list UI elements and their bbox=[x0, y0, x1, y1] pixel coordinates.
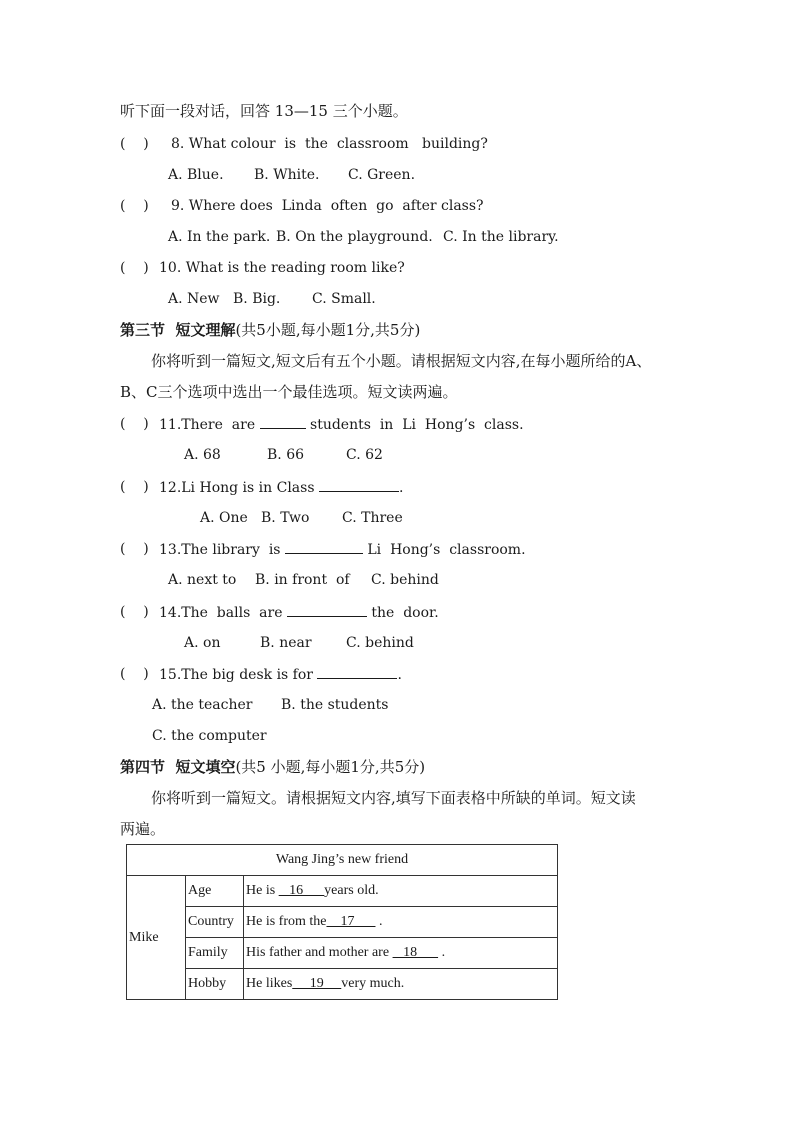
section-4-heading: 第四节 短文填空 bbox=[120, 758, 236, 776]
question-10-paren: ( ) bbox=[120, 260, 149, 276]
question-13-paren: ( ) bbox=[120, 541, 149, 557]
answer-fill[interactable]: 16 bbox=[278, 883, 325, 898]
table-subject: Mike bbox=[127, 876, 186, 1000]
question-15-text bbox=[159, 665, 402, 684]
cell-prefix: He is from the bbox=[246, 914, 327, 929]
question-12-option-a: A. One bbox=[200, 510, 248, 526]
answer-fill[interactable]: 18 bbox=[392, 945, 439, 960]
question-9-text: 9. Where does Linda often go after class? bbox=[171, 198, 484, 214]
cell-suffix: very much. bbox=[341, 976, 405, 991]
cell-prefix: His father and mother are bbox=[246, 945, 393, 960]
friend-info-table bbox=[126, 844, 558, 1000]
table-cell-country[interactable] bbox=[244, 907, 558, 938]
section-4-instruction-1: 你将听到一篇短文。请根据短文内容,填写下面表格中所缺的单词。短文读 bbox=[151, 789, 636, 807]
question-10-option-a: A. New bbox=[168, 291, 220, 307]
question-14-text bbox=[159, 603, 439, 622]
table-cell-hobby[interactable] bbox=[244, 969, 558, 1000]
section-3-instruction-1: 你将听到一篇短文,短文后有五个小题。请根据短文内容,在每小题所给的A、 bbox=[151, 352, 652, 370]
question-12-text bbox=[159, 478, 403, 497]
table-row bbox=[127, 907, 558, 938]
table-title: Wang Jing’s new friend bbox=[127, 845, 558, 876]
question-12-option-c: C. Three bbox=[342, 510, 403, 526]
table-cell-age[interactable] bbox=[244, 876, 558, 907]
question-11-option-c: C. 62 bbox=[346, 447, 383, 463]
cell-prefix: He is bbox=[246, 883, 279, 898]
section-intro: 听下面一段对话，回答 13—15 三个小题。 bbox=[120, 102, 408, 120]
answer-fill[interactable]: 19 bbox=[292, 976, 342, 991]
section-3-score-note: (共5小题,每小题1分,共5分) bbox=[235, 321, 421, 339]
table-row bbox=[127, 845, 558, 876]
cell-suffix: years old. bbox=[324, 883, 379, 898]
question-10-text: 10. What is the reading room like? bbox=[159, 260, 405, 276]
answer-blank[interactable] bbox=[260, 415, 306, 429]
question-12-option-b: B. Two bbox=[261, 510, 310, 526]
table-row bbox=[127, 969, 558, 1000]
section-4-score-note: (共5 小题,每小题1分,共5分) bbox=[235, 758, 426, 776]
question-15-pre: 15.The big desk is for bbox=[159, 667, 318, 683]
question-9-option-b: B. On the playground. bbox=[276, 229, 433, 245]
question-10-option-b: B. Big. bbox=[233, 291, 281, 307]
question-15-paren: ( ) bbox=[120, 666, 149, 682]
question-15-option-a: A. the teacher bbox=[152, 697, 253, 713]
table-label-age: Age bbox=[186, 876, 244, 907]
answer-blank[interactable] bbox=[319, 478, 399, 492]
answer-blank[interactable] bbox=[287, 603, 367, 617]
question-11-option-a: A. 68 bbox=[184, 447, 221, 463]
table-row bbox=[127, 876, 558, 907]
question-12-post: . bbox=[398, 480, 404, 496]
table-label-family: Family bbox=[186, 938, 244, 969]
section-4-instruction-2: 两遍。 bbox=[120, 820, 166, 838]
cell-suffix: . bbox=[438, 945, 446, 960]
question-8-option-c: C. Green. bbox=[348, 167, 416, 183]
question-11-pre: 11.There are bbox=[159, 417, 260, 433]
question-14-paren: ( ) bbox=[120, 604, 149, 620]
section-4-heading-line bbox=[120, 758, 425, 776]
question-13-option-a: A. next to bbox=[168, 572, 237, 588]
question-13-post: Li Hong’s classroom. bbox=[362, 542, 526, 558]
question-14-option-c: C. behind bbox=[346, 635, 414, 651]
question-13-option-b: B. in front of bbox=[255, 572, 350, 588]
question-12-paren: ( ) bbox=[120, 479, 149, 495]
table-cell-family[interactable] bbox=[244, 938, 558, 969]
question-11-option-b: B. 66 bbox=[267, 447, 305, 463]
question-15-option-b: B. the students bbox=[281, 697, 389, 713]
question-8-text: 8. What colour is the classroom building? bbox=[171, 136, 488, 152]
question-11-text bbox=[159, 415, 524, 434]
question-11-paren: ( ) bbox=[120, 416, 149, 432]
question-13-text bbox=[159, 540, 526, 559]
question-13-option-c: C. behind bbox=[371, 572, 439, 588]
section-3-instruction-2: B、C三个选项中选出一个最佳选项。短文读两遍。 bbox=[120, 383, 458, 401]
question-15-option-c: C. the computer bbox=[152, 728, 267, 744]
question-10-option-c: C. Small. bbox=[312, 291, 376, 307]
question-12-pre: 12.Li Hong is in Class bbox=[159, 480, 319, 496]
table-label-country: Country bbox=[186, 907, 244, 938]
question-9-option-c: C. In the library. bbox=[443, 229, 559, 245]
answer-fill[interactable]: 17 bbox=[326, 914, 376, 929]
question-13-pre: 13.The library is bbox=[159, 542, 285, 558]
answer-blank[interactable] bbox=[285, 540, 363, 554]
section-3-heading-line bbox=[120, 321, 420, 339]
cell-prefix: He likes bbox=[246, 976, 293, 991]
question-11-post: students in Li Hong’s class. bbox=[305, 417, 524, 433]
section-3-heading: 第三节 短文理解 bbox=[120, 321, 236, 339]
question-8-option-a: A. Blue. bbox=[168, 167, 224, 183]
question-14-post: the door. bbox=[366, 605, 439, 621]
question-14-option-b: B. near bbox=[260, 635, 312, 651]
question-9-paren: ( ) bbox=[120, 198, 149, 214]
table-label-hobby: Hobby bbox=[186, 969, 244, 1000]
question-9-option-a: A. In the park. bbox=[168, 229, 271, 245]
question-8-option-b: B. White. bbox=[254, 167, 320, 183]
question-14-option-a: A. on bbox=[184, 635, 221, 651]
answer-blank[interactable] bbox=[317, 665, 397, 679]
question-8-paren: ( ) bbox=[120, 136, 149, 152]
question-15-post: . bbox=[397, 667, 402, 683]
table-row bbox=[127, 938, 558, 969]
cell-suffix: . bbox=[375, 914, 383, 929]
question-14-pre: 14.The balls are bbox=[159, 605, 287, 621]
